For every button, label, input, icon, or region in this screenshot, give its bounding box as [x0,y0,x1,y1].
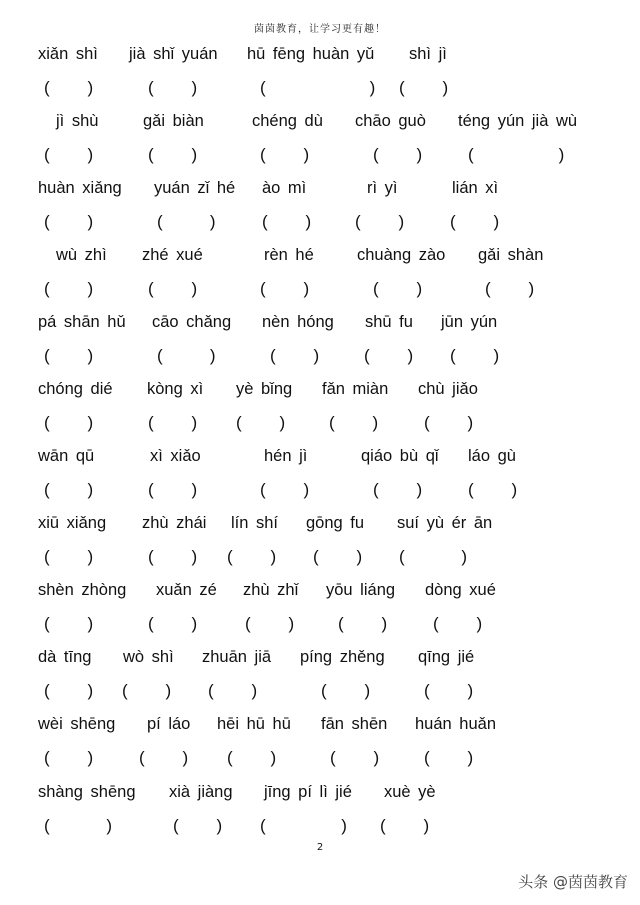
answer-blank: ( ) [313,547,363,566]
answer-blank: ( ) [373,480,423,499]
answer-blank: ( ) [450,212,500,231]
answer-row [0,547,640,571]
answer-blank: ( ) [227,748,277,767]
answer-blank: ( ) [148,413,198,432]
answer-blank: ( ) [236,413,286,432]
answer-row [0,145,640,169]
pinyin-row [0,447,640,471]
pinyin-word: yuán zǐ hé [154,179,236,197]
pinyin-word: chuàng zào [357,246,446,264]
pinyin-word: qīng jié [418,648,475,666]
answer-blank: ( ) [245,614,295,633]
pinyin-word: zhé xué [142,246,203,264]
answer-blank: ( ) [468,145,565,164]
pinyin-word: pá shān hǔ [38,313,126,331]
page-header: 茵茵教育，让学习更有趣！ [254,24,386,35]
pinyin-word: láo gù [468,447,516,465]
pinyin-word: lín shí [231,514,279,532]
answer-row [0,413,640,437]
answer-blank: ( ) [373,145,423,164]
pinyin-word: rèn hé [264,246,314,264]
pinyin-word: xuè yè [384,783,436,801]
pinyin-row [0,380,640,404]
answer-blank: ( ) [44,413,94,432]
answer-blank: ( ) [485,279,535,298]
answer-row [0,614,640,638]
answer-blank: ( ) [468,480,518,499]
answer-row [0,279,640,303]
pinyin-word: zhù zhái [142,514,207,532]
pinyin-word: pí láo [147,715,191,733]
answer-blank: ( ) [44,78,94,97]
pinyin-row [0,783,640,807]
pinyin-row [0,514,640,538]
pinyin-word: xuǎn zé [156,581,217,599]
pinyin-word: jīng pí lì jié [264,783,352,801]
pinyin-word: zhù zhǐ [243,581,299,599]
pinyin-word: lián xì [452,179,499,197]
pinyin-word: xiū xiǎng [38,514,107,532]
pinyin-word: fān shēn [321,715,388,733]
pinyin-word: dòng xué [425,581,496,599]
answer-blank: ( ) [139,748,189,767]
answer-blank: ( ) [321,681,371,700]
pinyin-word: cāo chǎng [152,313,232,331]
answer-blank: ( ) [44,346,94,365]
pinyin-word: shàng shēng [38,783,136,801]
answer-blank: ( ) [173,816,223,835]
pinyin-word: gōng fu [306,514,365,532]
pinyin-word: hén jì [264,447,308,465]
pinyin-word: hū fēng huàn yǔ [247,45,375,63]
pinyin-row [0,715,640,739]
answer-row [0,681,640,705]
pinyin-word: xià jiàng [169,783,233,801]
answer-blank: ( ) [44,212,94,231]
pinyin-word: nèn hóng [262,313,334,331]
pinyin-word: kòng xì [147,380,204,398]
pinyin-word: gǎi biàn [143,112,204,130]
answer-blank: ( ) [424,748,474,767]
answer-blank: ( ) [338,614,388,633]
answer-blank: ( ) [157,212,216,231]
page-number: 2 [316,842,324,853]
pinyin-word: ào mì [262,179,307,197]
answer-blank: ( ) [260,480,310,499]
answer-blank: ( ) [208,681,258,700]
answer-blank: ( ) [44,681,94,700]
answer-blank: ( ) [260,145,310,164]
pinyin-word: xì xiǎo [150,447,201,465]
pinyin-word: jūn yún [441,313,498,331]
pinyin-row [0,581,640,605]
answer-blank: ( ) [44,279,94,298]
pinyin-word: chéng dù [252,112,323,130]
pinyin-word: shū fu [365,313,413,331]
pinyin-word: hēi hū hū [217,715,291,733]
answer-blank: ( ) [424,681,474,700]
answer-row [0,78,640,102]
answer-blank: ( ) [148,279,198,298]
pinyin-word: wù zhì [56,246,107,264]
answer-row [0,346,640,370]
answer-row [0,816,640,840]
answer-blank: ( ) [157,346,216,365]
pinyin-row [0,112,640,136]
pinyin-word: chāo guò [355,112,426,130]
answer-blank: ( ) [330,748,380,767]
pinyin-word: píng zhěng [300,648,385,666]
pinyin-word: fǎn miàn [322,380,389,398]
answer-blank: ( ) [148,145,198,164]
pinyin-row [0,313,640,337]
answer-blank: ( ) [260,816,347,835]
answer-blank: ( ) [44,547,94,566]
answer-blank: ( ) [44,748,94,767]
pinyin-word: yōu liáng [326,581,396,599]
pinyin-word: rì yì [367,179,398,197]
answer-blank: ( ) [399,78,449,97]
answer-row [0,748,640,772]
pinyin-word: yè bǐng [236,380,293,398]
answer-blank: ( ) [44,480,94,499]
pinyin-word: chù jiǎo [418,380,478,398]
pinyin-word: téng yún jià wù [458,112,578,130]
pinyin-word: suí yù ér ān [397,514,493,532]
answer-blank: ( ) [148,547,198,566]
answer-row [0,212,640,236]
pinyin-word: gǎi shàn [478,246,544,264]
answer-blank: ( ) [355,212,405,231]
pinyin-word: shèn zhòng [38,581,127,599]
watermark: 头条 @茵茵教育 [518,873,628,891]
answer-blank: ( ) [424,413,474,432]
pinyin-word: zhuān jiā [202,648,272,666]
pinyin-word: wò shì [123,648,174,666]
pinyin-word: qiáo bù qǐ [361,447,439,465]
answer-blank: ( ) [260,78,376,97]
answer-blank: ( ) [148,78,198,97]
answer-blank: ( ) [433,614,483,633]
answer-blank: ( ) [148,614,198,633]
pinyin-word: xiǎn shì [38,45,98,63]
answer-blank: ( ) [329,413,379,432]
answer-blank: ( ) [364,346,414,365]
answer-blank: ( ) [270,346,320,365]
pinyin-word: wān qū [38,447,95,465]
pinyin-word: wèi shēng [38,715,116,733]
pinyin-word: jià shǐ yuán [129,45,218,63]
pinyin-row [0,45,640,69]
pinyin-word: shì jì [409,45,447,63]
answer-blank: ( ) [44,816,112,835]
answer-blank: ( ) [227,547,277,566]
pinyin-word: jì shù [56,112,99,130]
answer-blank: ( ) [44,145,94,164]
answer-blank: ( ) [380,816,430,835]
answer-blank: ( ) [450,346,500,365]
pinyin-word: huán huǎn [415,715,496,733]
answer-blank: ( ) [44,614,94,633]
pinyin-word: huàn xiǎng [38,179,122,197]
pinyin-row [0,179,640,203]
answer-blank: ( ) [122,681,172,700]
pinyin-word: chóng dié [38,380,113,398]
pinyin-word: dà tīng [38,648,92,666]
answer-blank: ( ) [399,547,467,566]
answer-blank: ( ) [262,212,312,231]
pinyin-row [0,246,640,270]
answer-blank: ( ) [260,279,310,298]
answer-row [0,480,640,504]
pinyin-row [0,648,640,672]
answer-blank: ( ) [373,279,423,298]
answer-blank: ( ) [148,480,198,499]
